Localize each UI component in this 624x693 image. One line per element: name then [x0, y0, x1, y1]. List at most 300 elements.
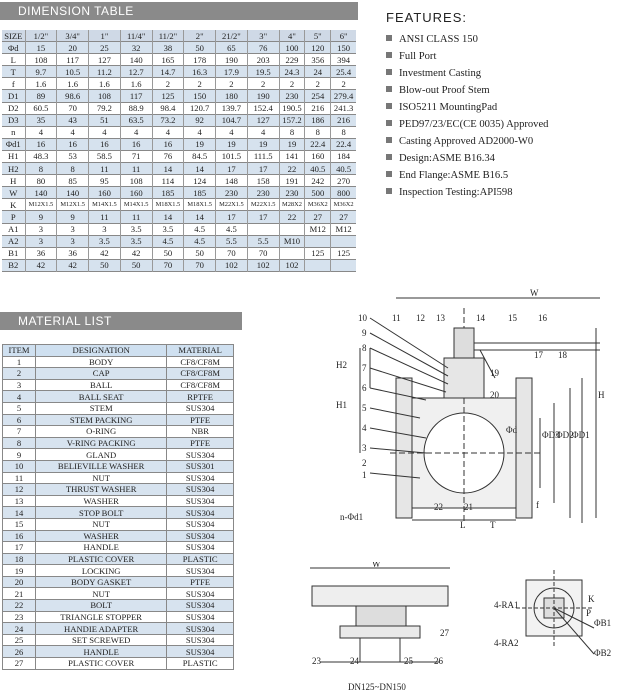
dimension-cell [305, 259, 331, 271]
material-item-number: 5 [3, 402, 36, 414]
material-designation: WASHER [36, 495, 167, 507]
dimension-cell: 36 [25, 247, 57, 259]
material-designation: BELIEVILLE WASHER [36, 460, 167, 472]
dimension-cell: 158 [247, 175, 279, 187]
feature-text: Investment Casting [399, 68, 482, 79]
material-column-header: ITEM [3, 345, 36, 357]
dimension-cell: 120.7 [184, 102, 216, 114]
dimension-cell: 230 [279, 187, 305, 199]
feature-item [386, 99, 548, 116]
dimension-cell: 108 [120, 175, 152, 187]
bullet-square-icon [386, 52, 392, 58]
dimension-cell: 17.9 [216, 66, 248, 78]
dimension-cell: 242 [305, 175, 331, 187]
dimension-cell: 2" [184, 30, 216, 42]
material-item-number: 24 [3, 623, 36, 635]
material-material: SUS304 [167, 623, 234, 635]
dimension-row [2, 235, 356, 247]
material-table [2, 344, 234, 670]
dimension-cell: 12.7 [120, 66, 152, 78]
material-item-number: 1 [3, 356, 36, 368]
dimension-cell: 14 [152, 163, 184, 175]
dimension-cell: M10 [279, 235, 305, 247]
dimension-cell: 20 [57, 42, 89, 54]
material-item-number: 13 [3, 495, 36, 507]
feature-text: End Flange:ASME B16.5 [399, 170, 509, 181]
dimension-cell: 4 [25, 126, 57, 138]
material-designation: O-RING [36, 426, 167, 438]
dimension-cell: 270 [331, 175, 356, 187]
dimension-cell: 125 [152, 90, 184, 102]
dimension-cell: 800 [331, 187, 356, 199]
feature-text: ISO5211 MountingPad [399, 102, 498, 113]
material-material: SUS304 [167, 530, 234, 542]
dimension-cell: 117 [120, 90, 152, 102]
dimension-cell: 279.4 [331, 90, 356, 102]
dimension-cell: 2 [152, 78, 184, 90]
material-list-banner: MATERIAL LIST [0, 312, 242, 330]
material-designation: WASHER [36, 530, 167, 542]
dimension-cell: 5" [305, 30, 331, 42]
dimension-cell: 186 [305, 114, 331, 126]
dimension-cell: 11/4" [120, 30, 152, 42]
dimension-cell: 2 [305, 78, 331, 90]
dimension-cell: 89 [25, 90, 57, 102]
dimension-table-banner: DIMENSION TABLE [0, 2, 358, 20]
dimension-cell: 42 [25, 259, 57, 271]
dimension-cell: 17 [247, 163, 279, 175]
dimension-cell: 3 [89, 223, 121, 235]
material-material: CF8/CF8M [167, 356, 234, 368]
dimension-row [2, 223, 356, 235]
pad-label-K: K [588, 594, 595, 604]
dimension-cell: 19 [279, 138, 305, 150]
material-row [3, 507, 234, 519]
dimension-cell: 185 [152, 187, 184, 199]
material-item-number: 15 [3, 518, 36, 530]
dimension-cell: 3.5 [120, 223, 152, 235]
dimension-cell: 70 [152, 259, 184, 271]
dimension-cell: 42 [120, 247, 152, 259]
material-item-number: 3 [3, 379, 36, 391]
material-designation: THRUST WASHER [36, 484, 167, 496]
pad-label-4-RA1: 4-RA1 [494, 600, 519, 610]
dimension-header-row [2, 30, 356, 42]
bullet-square-icon [386, 35, 392, 41]
dimension-cell: 1" [89, 30, 121, 42]
dimension-cell: 76 [247, 42, 279, 54]
material-item-number: 16 [3, 530, 36, 542]
dimension-cell: 38 [152, 42, 184, 54]
material-row [3, 658, 234, 670]
material-item-number: 9 [3, 449, 36, 461]
dwg-label-phi-D2: ΦD2 [556, 430, 574, 440]
dimension-cell: 178 [184, 54, 216, 66]
features-panel [386, 10, 548, 201]
material-designation: TRIANGLE STOPPER [36, 611, 167, 623]
handle-detail-drawing [300, 562, 470, 692]
dimension-cell: 120 [305, 42, 331, 54]
dimension-cell: 85 [57, 175, 89, 187]
dimension-cell: 40.5 [305, 163, 331, 175]
dimension-row [2, 175, 356, 187]
material-item-number: 25 [3, 634, 36, 646]
feature-item [386, 31, 548, 48]
dwg-label-12: 12 [416, 313, 425, 323]
dimension-row [2, 211, 356, 223]
feature-text: Design:ASME B16.34 [399, 153, 495, 164]
dimension-cell: 60.5 [25, 102, 57, 114]
dimension-cell: 84.5 [184, 150, 216, 162]
material-row [3, 356, 234, 368]
dimension-cell: 394 [331, 54, 356, 66]
material-item-number: 12 [3, 484, 36, 496]
dimension-cell [247, 223, 279, 235]
dimension-cell: 35 [25, 114, 57, 126]
dimension-cell: 50 [184, 42, 216, 54]
dimension-row-label: W [2, 187, 25, 199]
dwg-label-18: 18 [558, 350, 567, 360]
dimension-cell: 2 [184, 78, 216, 90]
material-designation: STEM PACKING [36, 414, 167, 426]
dimension-cell: 92 [184, 114, 216, 126]
material-row [3, 437, 234, 449]
material-designation: BOLT [36, 600, 167, 612]
dimension-row-label: f [2, 78, 25, 90]
dimension-row [2, 187, 356, 199]
dimension-cell: 98.4 [152, 102, 184, 114]
dimension-cell: 76 [152, 150, 184, 162]
dimension-cell: 2 [216, 78, 248, 90]
dimension-row [2, 102, 356, 114]
dwg-label-W: W [530, 288, 539, 298]
dimension-cell: 4.5 [184, 235, 216, 247]
material-item-number: 7 [3, 426, 36, 438]
dimension-row-label: H1 [2, 150, 25, 162]
material-row [3, 576, 234, 588]
dimension-cell: M14X1.5 [89, 199, 121, 211]
dwg-label-16: 16 [538, 313, 547, 323]
dimension-cell: M36X2 [331, 199, 356, 211]
material-designation: BALL [36, 379, 167, 391]
dimension-cell: 10.5 [57, 66, 89, 78]
material-row [3, 646, 234, 658]
valve-section-drawing [330, 288, 620, 528]
dimension-cell: 4 [216, 126, 248, 138]
material-designation: SET SCREWED [36, 634, 167, 646]
dimension-cell: 254 [305, 90, 331, 102]
material-item-number: 22 [3, 600, 36, 612]
material-row [3, 379, 234, 391]
dimension-row [2, 42, 356, 54]
dimension-row-label: Φd1 [2, 138, 25, 150]
dimension-cell: 102 [247, 259, 279, 271]
dimension-cell: 2 [247, 78, 279, 90]
dimension-cell: M36X2 [305, 199, 331, 211]
dimension-cell: 14 [184, 211, 216, 223]
dimension-cell: 101.5 [216, 150, 248, 162]
dimension-cell: 16 [89, 138, 121, 150]
dimension-cell: 160 [305, 150, 331, 162]
material-row [3, 414, 234, 426]
dwg-label-1: 1 [362, 470, 367, 480]
material-material: SUS304 [167, 565, 234, 577]
dimension-cell: 27 [331, 211, 356, 223]
dwg-label-phi-d: Φd [506, 425, 518, 435]
dimension-cell: 17 [216, 163, 248, 175]
dimension-cell: 125 [305, 247, 331, 259]
dimension-cell: 1.6 [57, 78, 89, 90]
bullet-square-icon [386, 154, 392, 160]
pad-label-phi-B2: ΦB2 [594, 648, 612, 658]
material-item-number: 8 [3, 437, 36, 449]
material-designation: HANDLE [36, 542, 167, 554]
dimension-cell: 8 [25, 163, 57, 175]
dimension-cell: 124 [184, 175, 216, 187]
dimension-cell: 19 [247, 138, 279, 150]
material-material: SUS304 [167, 495, 234, 507]
dwg-label-n-phi-d1: n-Φd1 [340, 512, 364, 522]
material-item-number: 20 [3, 576, 36, 588]
material-designation: CAP [36, 368, 167, 380]
dimension-cell: 4 [152, 126, 184, 138]
material-row [3, 484, 234, 496]
material-material: SUS304 [167, 472, 234, 484]
material-material: NBR [167, 426, 234, 438]
dimension-cell: 9 [25, 211, 57, 223]
dimension-row [2, 66, 356, 78]
dimension-row-label: D1 [2, 90, 25, 102]
dimension-row [2, 126, 356, 138]
dimension-row-label: D3 [2, 114, 25, 126]
pad-label-4-RA2: 4-RA2 [494, 638, 519, 648]
material-material: SUS304 [167, 634, 234, 646]
dwg-label-6: 6 [362, 383, 367, 393]
dimension-cell: 148 [216, 175, 248, 187]
feature-item [386, 150, 548, 167]
feature-item [386, 48, 548, 65]
dimension-row-label: T [2, 66, 25, 78]
dwg-label-phi-D3: ΦD3 [542, 430, 560, 440]
dimension-cell: 24.3 [279, 66, 305, 78]
feature-item [386, 167, 548, 184]
dimension-cell: 190.5 [279, 102, 305, 114]
dwg-label-19: 19 [490, 368, 499, 378]
material-row [3, 553, 234, 565]
dimension-cell: 1/2" [25, 30, 57, 42]
material-column-header: DESIGNATION [36, 345, 167, 357]
dimension-cell: 4 [184, 126, 216, 138]
dimension-cell: M18X1.5 [152, 199, 184, 211]
dimension-cell: 500 [305, 187, 331, 199]
dimension-cell: 203 [247, 54, 279, 66]
material-row [3, 518, 234, 530]
dimension-cell: 180 [216, 90, 248, 102]
dimension-cell: 185 [184, 187, 216, 199]
dimension-cell: 40.5 [331, 163, 356, 175]
feature-text: PED97/23/EC(CE 0035) Approved [399, 119, 549, 130]
dimension-cell: 160 [89, 187, 121, 199]
feature-item [386, 133, 548, 150]
dimension-cell: M22X1.5 [216, 199, 248, 211]
dimension-cell: 3.5 [89, 235, 121, 247]
dwg-label-H: H [598, 390, 605, 400]
dimension-row-label: B2 [2, 259, 25, 271]
dimension-cell: 15 [25, 42, 57, 54]
material-material: CF8/CF8M [167, 368, 234, 380]
material-material: SUS304 [167, 518, 234, 530]
dimension-cell: 8 [305, 126, 331, 138]
dwg-label-f: f [536, 500, 539, 510]
material-designation: LOCKING [36, 565, 167, 577]
dimension-cell: 111.5 [247, 150, 279, 162]
material-item-number: 21 [3, 588, 36, 600]
dwg-label-13: 13 [436, 313, 445, 323]
dimension-row [2, 138, 356, 150]
dimension-cell: 141 [279, 150, 305, 162]
dwg-label-17: 17 [534, 350, 543, 360]
dimension-cell: 125 [331, 247, 356, 259]
material-item-number: 23 [3, 611, 36, 623]
dimension-cell: 152.4 [247, 102, 279, 114]
dwg-label-14: 14 [476, 313, 485, 323]
dimension-cell: 16 [57, 138, 89, 150]
dimension-cell: 356 [305, 54, 331, 66]
dwg-label-22: 22 [434, 502, 443, 512]
dimension-cell: 165 [152, 54, 184, 66]
material-material: SUS304 [167, 484, 234, 496]
material-row [3, 391, 234, 403]
material-material: RPTFE [167, 391, 234, 403]
dimension-cell: 108 [89, 90, 121, 102]
material-item-number: 17 [3, 542, 36, 554]
dimension-cell: M12 [331, 223, 356, 235]
dimension-cell: 140 [120, 54, 152, 66]
dimension-cell: 70 [184, 259, 216, 271]
material-item-number: 14 [3, 507, 36, 519]
dimension-row-label: SIZE [2, 30, 25, 42]
bullet-square-icon [386, 171, 392, 177]
material-row [3, 449, 234, 461]
dimension-cell: 4.5 [184, 223, 216, 235]
dimension-row [2, 78, 356, 90]
material-row [3, 472, 234, 484]
dimension-row [2, 163, 356, 175]
dimension-cell: 50 [120, 259, 152, 271]
material-item-number: 2 [3, 368, 36, 380]
dwg-label-H2: H2 [336, 360, 347, 370]
dimension-cell: 3/4" [57, 30, 89, 42]
material-item-number: 11 [3, 472, 36, 484]
material-designation: HANDLE [36, 646, 167, 658]
dimension-cell: 43 [57, 114, 89, 126]
material-designation: STOP BOLT [36, 507, 167, 519]
dimension-cell [279, 247, 305, 259]
dimension-cell: 6" [331, 30, 356, 42]
dimension-cell: 17 [247, 211, 279, 223]
dimension-cell: 108 [25, 54, 57, 66]
dimension-cell: 230 [279, 90, 305, 102]
dimension-cell: 5.5 [216, 235, 248, 247]
dimension-cell: 104.7 [216, 114, 248, 126]
material-designation: HANDIE ADAPTER [36, 623, 167, 635]
handle-label-27: 27 [440, 628, 449, 638]
dimension-cell: 25.4 [331, 66, 356, 78]
feature-item [386, 65, 548, 82]
dwg-label-5: 5 [362, 403, 367, 413]
dimension-cell: 3 [25, 223, 57, 235]
material-designation: V-RING PACKING [36, 437, 167, 449]
dimension-cell: 70 [247, 247, 279, 259]
dimension-cell: 160 [120, 187, 152, 199]
dimension-cell: M18X1.5 [184, 199, 216, 211]
material-material: SUS304 [167, 507, 234, 519]
material-material: SUS304 [167, 402, 234, 414]
dimension-cell: 27 [305, 211, 331, 223]
dimension-cell: 191 [279, 175, 305, 187]
material-material: SUS301 [167, 460, 234, 472]
material-row [3, 623, 234, 635]
dimension-cell: 140 [25, 187, 57, 199]
bullet-square-icon [386, 120, 392, 126]
dimension-row-label: B1 [2, 247, 25, 259]
dimension-cell: 8 [57, 163, 89, 175]
dimension-row-label: D2 [2, 102, 25, 114]
material-designation: NUT [36, 472, 167, 484]
dimension-cell: 19 [216, 138, 248, 150]
dimension-cell: 19 [184, 138, 216, 150]
dimension-cell: 48.3 [25, 150, 57, 162]
dimension-cell: 79.2 [89, 102, 121, 114]
dimension-cell [305, 235, 331, 247]
dimension-cell: 70 [57, 102, 89, 114]
pad-label-P: P [586, 608, 592, 618]
dimension-cell: 14 [152, 211, 184, 223]
material-designation: BODY [36, 356, 167, 368]
dimension-cell: 36 [57, 247, 89, 259]
dimension-cell: 11 [89, 211, 121, 223]
dimension-cell: 22 [279, 163, 305, 175]
dimension-cell: 9.7 [25, 66, 57, 78]
handle-label-23: 23 [312, 656, 321, 666]
dimension-row-label: H [2, 175, 25, 187]
dimension-cell: 16 [25, 138, 57, 150]
dimension-cell: 3 [57, 223, 89, 235]
dimension-cell: 150 [184, 90, 216, 102]
dimension-row [2, 247, 356, 259]
material-material: PTFE [167, 576, 234, 588]
dimension-cell: 114 [152, 175, 184, 187]
dimension-cell: M12X1.5 [57, 199, 89, 211]
dimension-cell: 2 [331, 78, 356, 90]
material-item-number: 6 [3, 414, 36, 426]
dimension-cell: 22 [279, 211, 305, 223]
dimension-cell: 95 [89, 175, 121, 187]
dimension-cell: 51 [89, 114, 121, 126]
dimension-cell: M12X1.5 [25, 199, 57, 211]
material-material: SUS304 [167, 611, 234, 623]
dimension-cell: 1.6 [120, 78, 152, 90]
dimension-cell: 8 [331, 126, 356, 138]
material-material: SUS304 [167, 588, 234, 600]
dimension-cell: 4 [57, 126, 89, 138]
dimension-row-label: n [2, 126, 25, 138]
dimension-cell: 58.5 [89, 150, 121, 162]
dimension-cell: 50 [89, 259, 121, 271]
dimension-cell: 3 [25, 235, 57, 247]
dimension-cell: 139.7 [216, 102, 248, 114]
bullet-square-icon [386, 69, 392, 75]
